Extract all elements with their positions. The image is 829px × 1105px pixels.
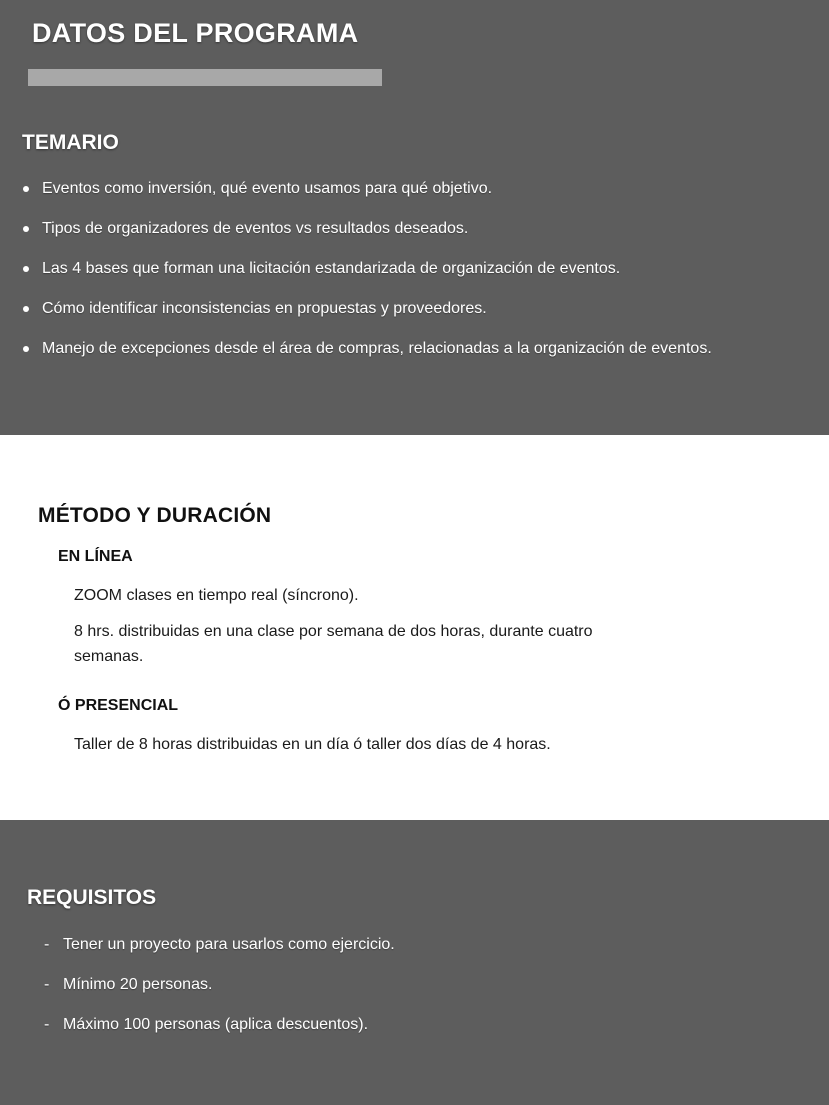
bullet-icon <box>23 226 29 232</box>
dash-marker: - <box>44 976 50 993</box>
list-item <box>22 178 712 218</box>
method-heading: MÉTODO Y DURACIÓN <box>38 504 272 527</box>
program-data-section <box>0 0 829 435</box>
list-item-text: Mínimo 20 personas. <box>63 976 213 993</box>
list-item-text: Máximo 100 personas (aplica descuentos). <box>63 1016 369 1033</box>
in-person-workshop-text: Taller de 8 horas distribuidas en un día ó taller dos días de 4 horas. <box>74 736 551 753</box>
list-item <box>22 218 712 258</box>
list-item-text: Las 4 bases que forman una licitación estandarizada de organización de eventos. <box>42 260 621 277</box>
list-item <box>44 1014 395 1054</box>
requirements-section <box>0 820 829 1105</box>
bullet-icon <box>23 346 29 352</box>
requirements-list <box>44 934 395 1054</box>
list-item-text: Tipos de organizadores de eventos vs resultados deseados. <box>42 220 469 237</box>
list-item-text: Manejo de excepciones desde el área de compras, relacionadas a la organización de eventos. <box>42 340 712 357</box>
bullet-icon <box>23 306 29 312</box>
dash-marker: - <box>44 1016 50 1033</box>
list-item-text: Tener un proyecto para usarlos como ejercicio. <box>63 936 395 953</box>
list-item <box>22 258 712 298</box>
online-subheading: EN LÍNEA <box>58 548 133 565</box>
list-item <box>22 298 712 338</box>
temario-heading: TEMARIO <box>22 131 119 154</box>
list-item <box>22 338 712 378</box>
bullet-icon <box>23 266 29 272</box>
list-item-text: Cómo identificar inconsistencias en propuestas y proveedores. <box>42 300 487 317</box>
method-duration-section <box>0 435 829 820</box>
page-title: DATOS DEL PROGRAMA <box>32 18 359 48</box>
bullet-icon <box>23 186 29 192</box>
in-person-subheading: Ó PRESENCIAL <box>58 697 179 714</box>
dash-marker: - <box>44 936 50 953</box>
list-item-text: Eventos como inversión, qué evento usamos para qué objetivo. <box>42 180 493 197</box>
online-zoom-text: ZOOM clases en tiempo real (síncrono). <box>74 587 359 604</box>
temario-list <box>22 178 712 378</box>
list-item <box>44 974 395 1014</box>
requirements-heading: REQUISITOS <box>27 886 157 909</box>
online-hours-text: 8 hrs. distribuidas en una clase por semana de dos horas, durante cuatro semanas. <box>74 623 593 665</box>
list-item <box>44 934 395 974</box>
title-underline-bar <box>28 69 382 86</box>
